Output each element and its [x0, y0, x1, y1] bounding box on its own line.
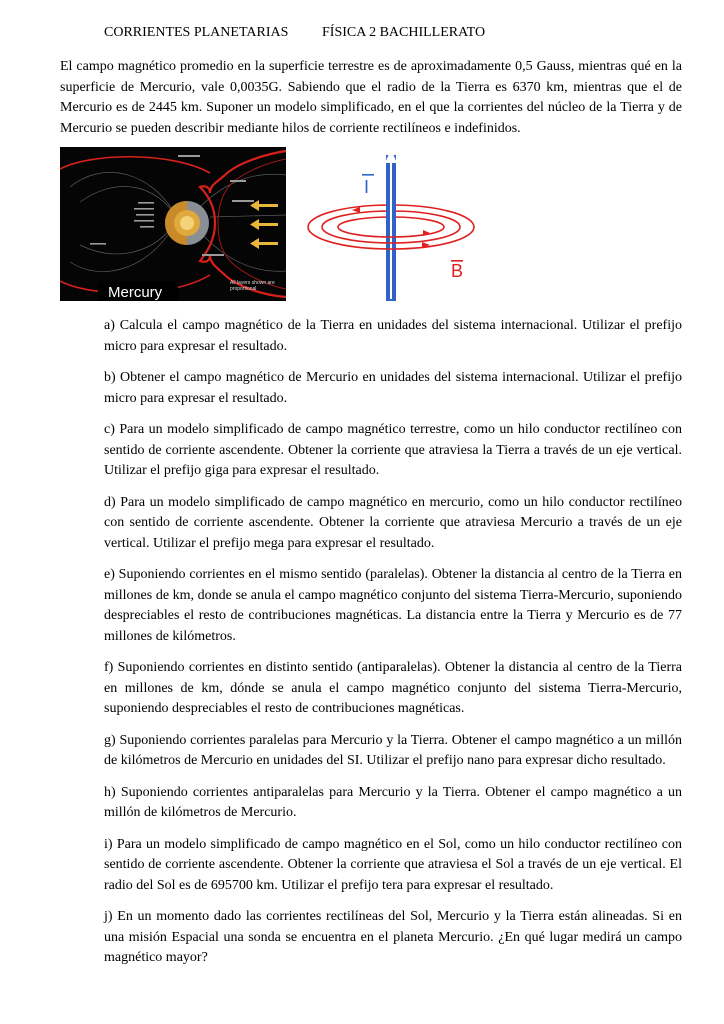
- question-h: h) Suponiendo corrientes antiparalelas para Mercurio y la Tierra. Obtener el campo magnético a un millón de kilómetros de Mercurio.: [104, 784, 682, 820]
- question-i: i) Para un modelo simplificado de campo magnético en el Sol, como un hilo conductor rectilíneo con sentido de corriente ascendente. Obtener la corriente que atraviesa el Sol a través de un eje vertical. El radio del Sol es de 695700 km. Utilizar el prefijo tera para expresar el resultado.: [104, 836, 682, 893]
- layers-note-line1: All layers shown are: [230, 280, 275, 286]
- question-j: j) En un momento dado las corrientes rectilíneas del Sol, Mercurio y la Tierra están alineadas. Si en una misión Espacial una sonda se encuentra en el planeta Mercurio. ¿En qué lugar medirá un campo magnético mayor?: [104, 909, 682, 965]
- course-label: FÍSICA 2 BACHILLERATO: [322, 25, 486, 40]
- wire-field-diagram: [300, 147, 490, 301]
- question-d: d) Para un modelo simplificado de campo magnético en mercurio, como un hilo conductor rectilíneo con sentido de corriente ascendente. Obtener la corriente que atraviesa Mercurio a través de un eje vertical. Utilizar el prefijo mega para expresar el resultado.: [104, 494, 682, 551]
- intro-paragraph: El campo magnético promedio en la superficie terrestre es de aproximadamente 0,5 Gauss, mientras qué en la superficie de Mercurio, vale 0,0035G. Sabiendo que el radio de la Tierra es 6370 km, mientras que el de Mercurio es de 2445 km. Suponer un modelo simplificado, en el que la corrientes del núcleo de la Tierra y de Mercurio se pueden describir mediante hilos de corriente rectilíneos e indefinidos.: [60, 59, 682, 136]
- question-e: e) Suponiendo corrientes en el mismo sentido (paralelas). Obtener la distancia al centro de la Tierra en millones de km, donde se anula el campo magnético conjunto del sistema Tierra-Mercurio, suponiendo despreciables el resto de contribuciones magnéticas. La distancia entre la Tierra y Mercurio es de 77 millones de kilómetros.: [104, 567, 682, 644]
- question-c: c) Para un modelo simplificado de campo magnético terrestre, como un hilo conductor rectilíneo con sentido de corriente ascendente. Obtener la corriente que atraviesa la Tierra a través de un eje vertical. Utilizar el prefijo giga para expresar el resultado.: [104, 422, 682, 478]
- document-title: CORRIENTES PLANETARIAS: [104, 25, 289, 40]
- question-list: [104, 316, 682, 980]
- question-b: b) Obtener el campo magnético de Mercurio en unidades del sistema internacional. Utilizar el prefijo micro para expresar el resultado.: [104, 370, 682, 406]
- layers-note-line2: proportional: [230, 286, 257, 292]
- current-label: I: [364, 177, 370, 197]
- question-g: g) Suponiendo corrientes paralelas para Mercurio y la Tierra. Obtener el campo magnético a un millón de kilómetros de Mercurio en unidades del SI. Utilizar el prefijo nano para expresar dicho resultado.: [104, 732, 682, 768]
- field-label: B: [451, 261, 464, 281]
- document-header: [104, 25, 486, 41]
- question-a: a) Calcula el campo magnético de la Tierra en unidades del sistema internacional. Utilizar el prefijo micro para expresar el resultado.: [104, 318, 682, 354]
- question-f: f) Suponiendo corrientes en distinto sentido (antiparalelas). Obtener la distancia al centro de la Tierra en millones de km, dónde se anula el campo magnético conjunto del sistema Tierra-Mercurio, suponiendo despreciables el resto de contribuciones magnéticas.: [104, 660, 682, 716]
- mercury-magnetosphere-image: [60, 147, 286, 301]
- mercury-caption: Mercury: [108, 284, 163, 301]
